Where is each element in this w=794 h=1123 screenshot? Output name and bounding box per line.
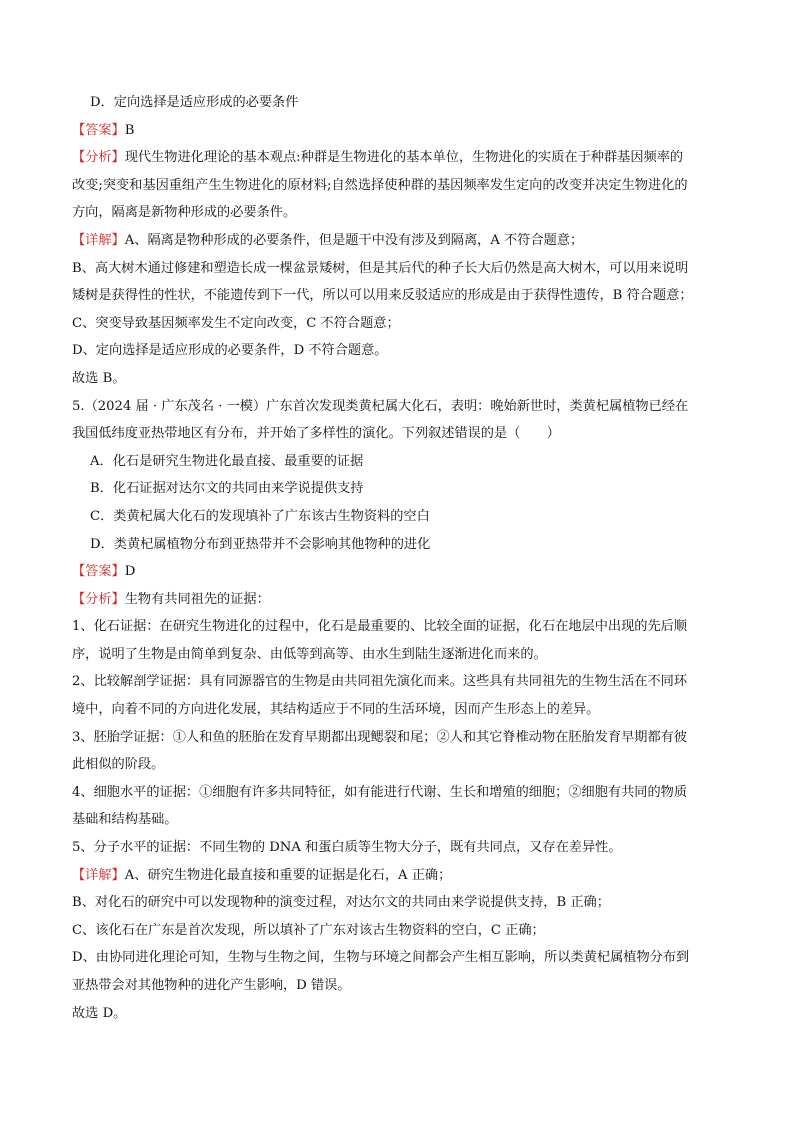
analysis-tag: 【分析】 xyxy=(72,150,125,166)
q5-option-b: B．化石证据对达尔文的共同由来学说提供支持 xyxy=(90,481,364,497)
q5-detail-line: 亚热带会对其他物种的进化产生影响，D 错误。 xyxy=(72,978,351,993)
q5-analysis-line: 5、分子水平的证据：不同生物的 DNA 和蛋白质等生物大分子，既有共同点，又存在差异性。 xyxy=(72,840,622,856)
answer-tag: 【答案】 xyxy=(72,564,125,580)
q4-answer xyxy=(72,117,726,145)
q5-analysis-line: 此相似的阶段。 xyxy=(72,757,165,773)
q5-option-c: C．类黄杞属大化石的发现填补了广东该古生物资料的空白 xyxy=(90,508,430,524)
q4-detail-line: D、定向选择是适应形成的必要条件，D 不符合题意。 xyxy=(72,343,388,359)
q4-detail-line: C、突变导致基因频率发生不定向改变，C 不符合题意； xyxy=(72,315,400,331)
q4-conclusion: 故选 B。 xyxy=(72,370,126,386)
q4-detail-line: B、高大树木通过修建和塑造长成一棵盆景矮树，但是其后代的种子长大后仍然是高大树木，可以用来说明 xyxy=(72,260,689,276)
q5-analysis-line: 4、细胞水平的证据：①细胞有许多共同特征，如有能进行代谢、生长和增殖的细胞；②细胞有共同的物质 xyxy=(72,784,688,800)
answer-value: B xyxy=(124,122,135,138)
q5-analysis-line: 2、比较解剖学证据：具有同源器官的生物是由共同祖先演化而来。这些具有共同祖先的生物生活在不同环 xyxy=(72,674,688,690)
q4-detail-line: 矮树是获得性的性状，不能遗传到下一代，所以可以用来反驳适应的形成是由于获得性遗传，B 符合题意； xyxy=(72,288,693,304)
q4-option-d: D．定向选择是适应形成的必要条件 xyxy=(90,95,299,110)
q5-analysis-line: 1、化石证据：在研究生物进化的过程中，化石是最重要的、比较全面的证据，化石在地层中出现的先后顺 xyxy=(72,619,688,635)
answer-tag: 【答案】 xyxy=(72,122,125,138)
q5-analysis-line: 序，说明了生物是由简单到复杂、由低等到高等、由水生到陆生逐渐进化而来的。 xyxy=(72,646,547,662)
q5-option-a: A．化石是研究生物进化最直接、最重要的证据 xyxy=(90,453,364,469)
page-content xyxy=(72,89,726,1027)
answer-value: D xyxy=(124,564,136,580)
q5-detail-line: D、由协同进化理论可知，生物与生物之间，生物与环境之间都会产生相互影响，所以类黄杞属植物分布到 xyxy=(72,950,690,966)
q5-analysis-line: 3、胚胎学证据：①人和鱼的胚胎在发育早期都出现鳃裂和尾；②人和其它脊椎动物在胚胎发育早期都有彼 xyxy=(72,729,688,745)
q5-analysis-intro: 【分析】生物有共同祖先的证据： xyxy=(72,591,270,607)
q5-detail-line: C、该化石在广东是首次发现，所以填补了广东对该古生物资料的空白，C 正确； xyxy=(72,922,545,938)
analysis-tag: 【分析】 xyxy=(72,591,125,607)
detail-tag: 【详解】 xyxy=(72,867,125,883)
q5-stem-line: 5.（2024 届 · 广东茂名 · 一模）广东首次发现类黄杞属大化石，表明：晚始新世时，类黄杞属植物已经在 xyxy=(72,398,689,414)
q4-analysis-line: 方向，隔离是新物种形成的必要条件。 xyxy=(72,205,297,221)
q5-detail-line: B、对化石的研究中可以发现物种的演变过程，对达尔文的共同由来学说提供支持，B 正确； xyxy=(72,895,610,911)
q5-option-d: D．类黄杞属植物分布到亚热带并不会影响其他物种的进化 xyxy=(90,536,431,552)
q5-stem-line: 我国低纬度亚热带地区有分布，并开始了多样性的演化。下列叙述错误的是（ ） xyxy=(72,426,560,442)
q5-detail-line: 【详解】A、研究生物进化最直接和重要的证据是化石，A 正确； xyxy=(72,867,452,883)
q4-detail-line: 【详解】A、隔离是物种形成的必要条件，但是题干中没有涉及到隔离，A 不符合题意； xyxy=(72,232,584,248)
q4-analysis-line: 改变;突变和基因重组产生生物进化的原材料;自然选择使种群的基因频率发生定向的改变并决定生物进化的 xyxy=(72,177,688,193)
detail-tag: 【详解】 xyxy=(72,232,125,248)
q5-conclusion: 故选 D。 xyxy=(72,1005,127,1021)
q4-analysis-line: 【分析】现代生物进化理论的基本观点:种群是生物进化的基本单位，生物进化的实质在于种群基因频率的 xyxy=(72,150,684,166)
q5-analysis-line: 基础和结构基础。 xyxy=(72,812,178,828)
q5-answer xyxy=(72,558,726,586)
q5-analysis-line: 境中，向着不同的方向进化发展，其结构适应于不同的生活环境，因而产生形态上的差异。 xyxy=(72,702,600,718)
